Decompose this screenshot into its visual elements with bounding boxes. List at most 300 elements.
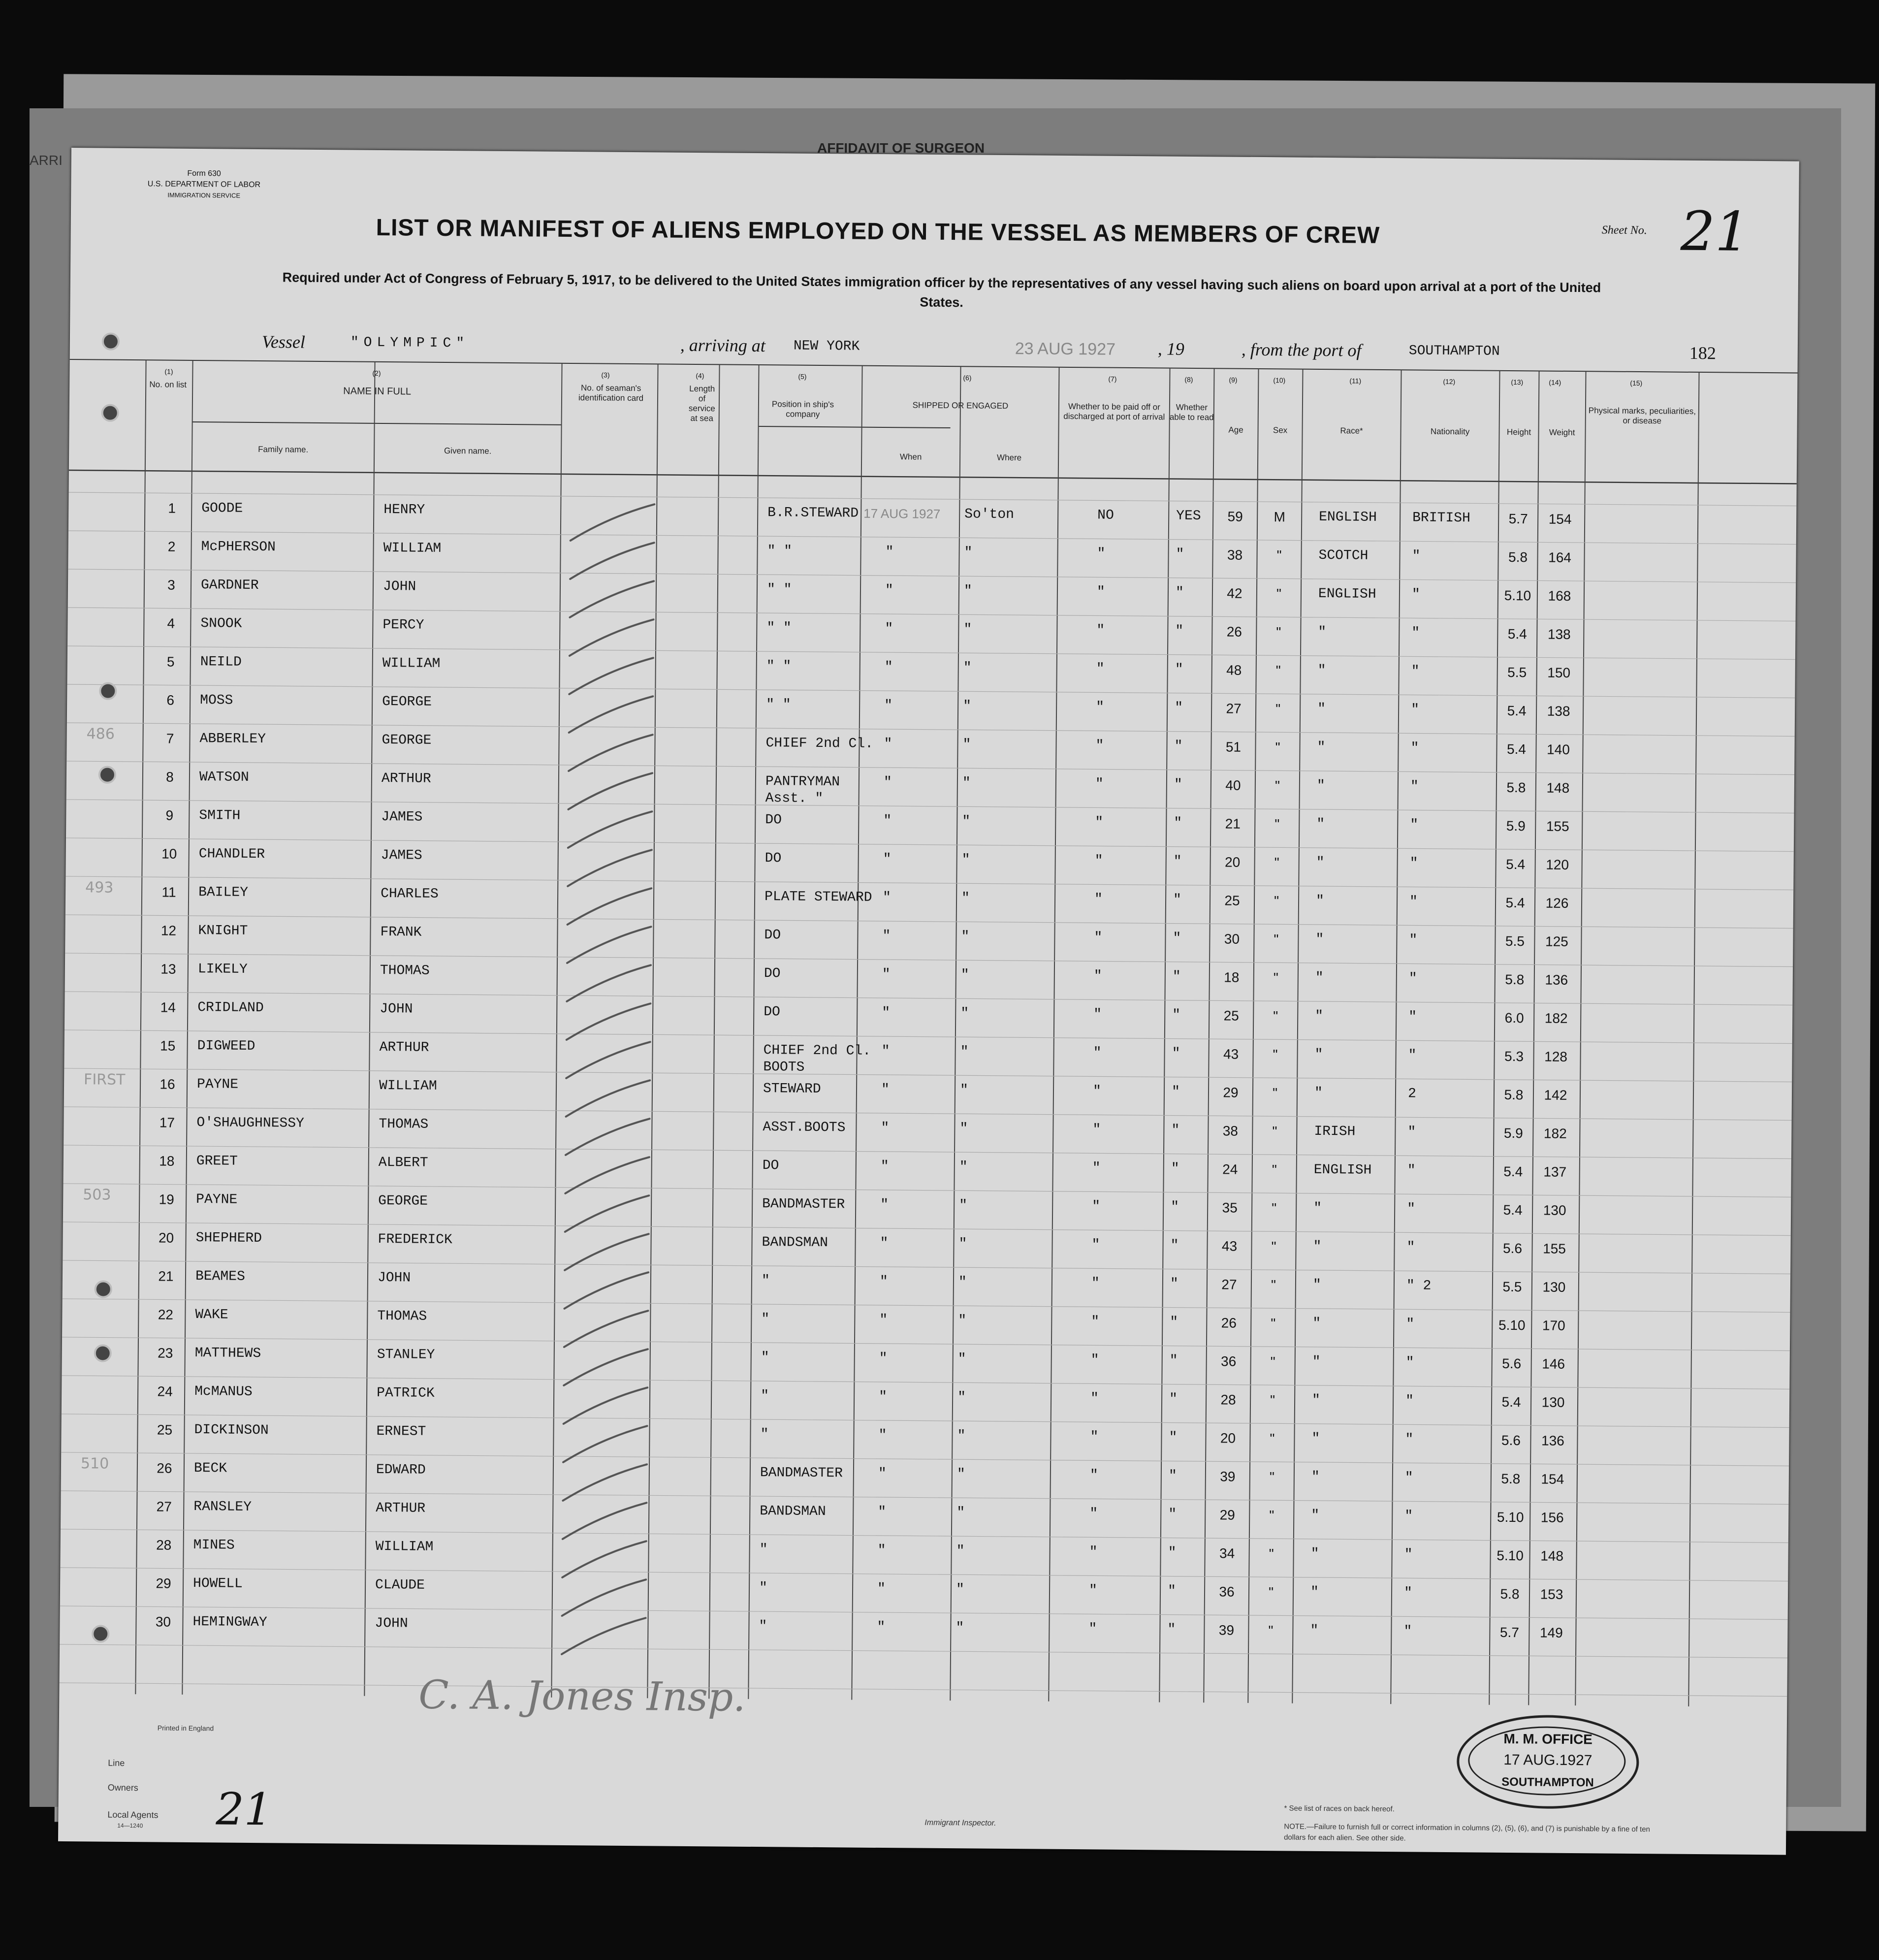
shipped-when: " — [884, 660, 893, 675]
given-name: ARTHUR — [381, 771, 431, 787]
able-to-read: " — [1172, 969, 1181, 985]
given-name: JOHN — [375, 1615, 408, 1632]
shipped-when: " — [883, 774, 892, 791]
position: STEWARD — [763, 1081, 821, 1097]
able-to-read: " — [1174, 739, 1183, 754]
family-name: DIGWEED — [197, 1038, 255, 1054]
col5-num: (5) — [798, 372, 807, 381]
family-name: WAKE — [195, 1307, 228, 1323]
given-name: GEORGE — [382, 694, 432, 710]
col5-header: Position in ship's company — [771, 399, 834, 419]
able-to-read: " — [1173, 892, 1182, 908]
nationality: " — [1410, 702, 1420, 718]
family-name: PAYNE — [196, 1077, 239, 1092]
col4-header: Length of service at sea — [688, 384, 715, 423]
shipped-where: " — [959, 1198, 968, 1214]
race: " — [1315, 970, 1324, 986]
col8-num: (8) — [1184, 375, 1193, 384]
page-subtitle: Required under Act of Congress of February 5, 1917, to be delivered to the United States immigration officer by the representatives of any vessel having such aliens on board upon arrival at a port of the United States. — [282, 270, 1601, 310]
race: " — [1314, 1085, 1323, 1101]
row-number: 29 — [156, 1575, 171, 1591]
nationality: " — [1409, 856, 1418, 871]
shipped-when: " — [880, 1235, 889, 1252]
arriving-port: NEW YORK — [793, 338, 860, 354]
nationality: " — [1403, 1585, 1412, 1601]
position: DO — [764, 851, 782, 867]
able-to-read: " — [1172, 1007, 1181, 1023]
given-name: GEORGE — [378, 1193, 428, 1209]
handwritten-page-number: 21 — [216, 1783, 273, 1836]
race: " — [1312, 1277, 1321, 1293]
height: 5.9 — [1503, 1125, 1523, 1141]
age: 39 — [1218, 1622, 1235, 1638]
age: 28 — [1220, 1392, 1236, 1408]
position: DO — [762, 1158, 779, 1174]
shipped-where: " — [957, 1428, 966, 1444]
paid-off: " — [1088, 1621, 1097, 1637]
age: 39 — [1220, 1469, 1236, 1484]
col9-num: (9) — [1229, 376, 1238, 384]
weight: 130 — [1543, 1202, 1566, 1218]
col11-num: (11) — [1349, 377, 1362, 385]
height: 5.7 — [1508, 511, 1528, 527]
able-to-read: " — [1170, 1315, 1178, 1330]
weight: 148 — [1546, 780, 1570, 796]
able-to-read: YES — [1176, 508, 1201, 524]
weight: 138 — [1547, 626, 1571, 642]
sex: " — [1274, 778, 1280, 794]
col15-header: Physical marks, peculiarities, or disease — [1588, 406, 1696, 426]
family-name: BEAMES — [195, 1269, 245, 1285]
sex: " — [1270, 1354, 1275, 1370]
age: 36 — [1219, 1584, 1235, 1600]
arrival-date-stamp: 23 AUG 1927 — [1015, 339, 1116, 359]
shipped-where: " — [957, 1351, 966, 1367]
punch-hole — [94, 1344, 112, 1362]
family-name: RANSLEY — [193, 1499, 252, 1515]
sex: " — [1274, 932, 1279, 947]
height: 5.8 — [1501, 1471, 1521, 1487]
position: DO — [764, 966, 781, 982]
sex: " — [1275, 663, 1281, 678]
shipped-when: " — [881, 1043, 890, 1060]
shipped-when: " — [882, 890, 892, 906]
shipped-where: " — [955, 1620, 964, 1636]
paid-off: " — [1089, 1544, 1098, 1560]
shipped-when: " — [882, 928, 891, 944]
form-service: IMMIGRATION SERVICE — [167, 191, 241, 199]
shipped-where: " — [963, 583, 972, 599]
position: " — [761, 1312, 770, 1327]
row-number: 14 — [160, 999, 176, 1015]
col13-header: Height — [1506, 427, 1531, 437]
given-name: WILLIAM — [375, 1539, 434, 1555]
position: " — [760, 1427, 769, 1443]
col7-num: (7) — [1108, 375, 1117, 383]
shipped-when: " — [882, 1005, 891, 1021]
paid-off: " — [1090, 1352, 1099, 1368]
age: 30 — [1224, 931, 1240, 947]
col15-num: (15) — [1630, 379, 1643, 387]
nationality: " — [1411, 587, 1420, 603]
shipped-when: " — [878, 1427, 887, 1444]
given-name: HENRY — [383, 502, 425, 518]
paid-off: " — [1096, 584, 1105, 600]
paid-off: " — [1095, 776, 1104, 792]
height: 5.8 — [1500, 1586, 1520, 1602]
penalty-note: NOTE.—Failure to furnish full or correct information in columns (2), (5), (6), and (7) is punishable by a fine of ten dollars for each alien. See other side. — [1284, 1822, 1650, 1843]
shipped-where: " — [956, 1543, 965, 1559]
age: 26 — [1221, 1315, 1237, 1331]
row-number: 20 — [158, 1230, 174, 1246]
nationality: " — [1410, 779, 1419, 795]
able-to-read: " — [1170, 1238, 1179, 1253]
position: CHIEF 2nd Cl. — [765, 736, 874, 752]
able-to-read: " — [1169, 1353, 1178, 1369]
given-name: PATRICK — [377, 1385, 435, 1401]
shipped-when: " — [878, 1504, 887, 1520]
given-name: JOHN — [377, 1270, 411, 1286]
col8-header: Whether able to read — [1169, 402, 1214, 422]
shipped-where: " — [960, 967, 969, 983]
family-name: BECK — [193, 1461, 227, 1477]
given-name: STANLEY — [377, 1347, 435, 1363]
position: ASST.BOOTS — [763, 1120, 846, 1136]
col1-num: (1) — [164, 367, 173, 376]
age: 38 — [1227, 547, 1243, 563]
nationality: " — [1409, 932, 1418, 948]
family-name: O'SHAUGHNESSY — [196, 1115, 305, 1131]
position-line2: BOOTS — [763, 1060, 805, 1075]
position: " — [759, 1619, 767, 1635]
height: 5.8 — [1504, 1087, 1524, 1103]
shipped-where: " — [962, 814, 971, 830]
position: " — [761, 1388, 769, 1404]
able-to-read: " — [1174, 777, 1182, 793]
shipped-when: " — [881, 1082, 890, 1098]
height: 5.10 — [1504, 587, 1531, 604]
footer-owners: Owners — [107, 1782, 138, 1793]
height: 5.10 — [1497, 1547, 1524, 1564]
pencil-note: 486 — [86, 725, 115, 743]
nationality: " — [1405, 1393, 1414, 1409]
family-name: HOWELL — [192, 1576, 243, 1592]
shipped-when: " — [879, 1274, 888, 1290]
row-number: 18 — [159, 1153, 175, 1169]
given-name: ARTHUR — [379, 1039, 429, 1056]
height: 5.6 — [1502, 1355, 1522, 1372]
shipped-where: " — [961, 891, 970, 906]
shipped-where: " — [960, 1044, 969, 1060]
col4-num: (4) — [696, 371, 704, 380]
position: " — [759, 1580, 767, 1596]
col2-header: NAME IN FULL — [343, 386, 412, 397]
row-number: 3 — [167, 577, 175, 593]
shipped-where: " — [956, 1467, 965, 1482]
position: B.R.STEWARD — [767, 505, 859, 521]
affidavit-heading: AFFIDAVIT OF SURGEON — [817, 140, 985, 156]
given-name: JOHN — [380, 1001, 413, 1017]
race: " — [1311, 1392, 1321, 1409]
weight: 155 — [1546, 818, 1569, 834]
shipped-where: " — [961, 852, 970, 868]
age: 43 — [1221, 1238, 1238, 1254]
shipped-where: " — [963, 622, 972, 638]
race: " — [1316, 816, 1325, 833]
row-number: 7 — [166, 731, 174, 746]
height: 6.0 — [1504, 1010, 1524, 1026]
nationality: " — [1406, 1317, 1415, 1332]
family-name: PAYNE — [196, 1192, 238, 1208]
row-number: 11 — [161, 884, 176, 900]
height: 5.4 — [1507, 703, 1527, 719]
race: " — [1316, 855, 1325, 871]
race: ENGLISH — [1319, 509, 1377, 525]
manifest-sheet — [58, 148, 1799, 1855]
col2-num: (2) — [372, 369, 381, 377]
position: BANDMASTER — [762, 1196, 845, 1213]
position: BANDMASTER — [760, 1465, 843, 1481]
weight: 150 — [1547, 665, 1571, 680]
shipped-when: " — [880, 1158, 889, 1175]
vessel-label: Vessel — [261, 332, 306, 352]
shipped-when: " — [878, 1389, 888, 1405]
pencil-note: 503 — [83, 1186, 111, 1204]
shipped-when: " — [885, 621, 893, 637]
given-name: WILLIAM — [379, 1078, 437, 1094]
sex: " — [1268, 1623, 1274, 1639]
nationality: " — [1411, 664, 1420, 679]
row-number: 28 — [156, 1537, 172, 1553]
paid-off: NO — [1097, 508, 1114, 523]
sex: " — [1273, 1008, 1278, 1024]
inspector-signature: C. A. Jones Insp. — [418, 1671, 746, 1720]
paid-off: " — [1097, 546, 1106, 562]
race: " — [1315, 932, 1324, 948]
from-port: SOUTHAMPTON — [1408, 343, 1500, 359]
race: IRISH — [1314, 1124, 1356, 1140]
age: 43 — [1223, 1046, 1239, 1062]
shipped-when: " — [879, 1350, 888, 1367]
shipped-where: So'ton — [964, 507, 1015, 523]
position: DO — [765, 812, 782, 828]
position: BANDSMAN — [760, 1504, 826, 1520]
height: 5.9 — [1506, 818, 1526, 834]
footer-agents-code: 14—1240 — [117, 1822, 143, 1830]
height: 5.4 — [1505, 895, 1525, 911]
given-name: PERCY — [382, 617, 424, 633]
given-name: JOHN — [382, 578, 416, 595]
able-to-read: " — [1175, 662, 1183, 677]
shipped-when: " — [883, 813, 892, 829]
nationality: " — [1404, 1470, 1413, 1486]
height: 5.8 — [1508, 549, 1528, 565]
row-number: 24 — [157, 1383, 173, 1399]
stamp-line2: SOUTHAMPTON — [1501, 1775, 1594, 1790]
sex: " — [1271, 1277, 1276, 1293]
paid-off: " — [1096, 700, 1105, 715]
weight: 149 — [1539, 1625, 1563, 1640]
age: 36 — [1221, 1353, 1237, 1369]
able-to-read: " — [1169, 1391, 1178, 1407]
height: 5.4 — [1503, 1163, 1523, 1180]
paid-off: " — [1092, 1084, 1101, 1099]
weight: 137 — [1543, 1164, 1567, 1180]
height: 5.10 — [1497, 1509, 1524, 1525]
nationality: " — [1409, 894, 1418, 910]
paid-off: " — [1095, 738, 1104, 754]
family-name: MINES — [193, 1538, 235, 1553]
footer-agents: Local Agents — [107, 1809, 159, 1820]
nationality: " — [1405, 1355, 1414, 1371]
paid-off: " — [1096, 661, 1105, 677]
footer-line: Line — [108, 1758, 125, 1768]
able-to-read: " — [1171, 1123, 1180, 1138]
family-name: GREET — [196, 1154, 238, 1169]
weight: 182 — [1544, 1010, 1568, 1026]
row-number: 19 — [159, 1191, 174, 1207]
age: 27 — [1226, 701, 1242, 716]
given-name: EDWARD — [376, 1462, 426, 1478]
given-name: FREDERICK — [378, 1231, 452, 1248]
pencil-note: 493 — [85, 879, 114, 897]
height: 5.6 — [1502, 1240, 1523, 1256]
height: 5.4 — [1506, 741, 1527, 757]
height: 5.4 — [1503, 1202, 1523, 1218]
row-number: 17 — [159, 1115, 175, 1130]
immigrant-inspector-label: Immigrant Inspector. — [924, 1818, 996, 1828]
given-name: THOMAS — [377, 1308, 427, 1324]
race: " — [1311, 1508, 1320, 1523]
family-name: SNOOK — [200, 616, 242, 632]
sex: " — [1269, 1546, 1274, 1562]
able-to-read: " — [1175, 623, 1184, 639]
given-name: GEORGE — [382, 732, 432, 748]
sex: " — [1274, 855, 1279, 870]
able-to-read: " — [1167, 1622, 1176, 1638]
race: " — [1311, 1469, 1320, 1485]
shipped-when: " — [877, 1619, 886, 1636]
shipped-where: " — [959, 1083, 968, 1098]
shipped-where: " — [961, 929, 970, 945]
able-to-read: " — [1171, 1084, 1180, 1100]
race: ENGLISH — [1313, 1162, 1372, 1178]
able-to-read: " — [1175, 585, 1184, 601]
shipped-where: " — [963, 660, 972, 676]
shipped-where: " — [960, 1006, 969, 1022]
race: " — [1317, 739, 1326, 756]
row-number: 12 — [160, 923, 177, 938]
col7-header: Whether to be paid off or discharged at port of arrival — [1063, 401, 1165, 422]
punch-hole — [92, 1625, 109, 1642]
col6-header: SHIPPED OR ENGAGED — [912, 400, 1009, 411]
weight: 136 — [1545, 972, 1568, 988]
height: 5.3 — [1504, 1048, 1524, 1064]
shipped-where: " — [955, 1582, 964, 1598]
punch-hole — [102, 332, 120, 350]
row-number: 21 — [158, 1268, 174, 1284]
family-name: CHANDLER — [198, 846, 265, 863]
paid-off: " — [1094, 892, 1103, 907]
sex: " — [1270, 1431, 1275, 1446]
family-name: MATTHEWS — [194, 1346, 261, 1362]
age: 26 — [1226, 624, 1242, 640]
height: 5.4 — [1507, 626, 1527, 642]
sex: M — [1274, 509, 1285, 525]
nationality: " — [1410, 817, 1419, 833]
shipped-when: " — [882, 966, 891, 983]
race: " — [1313, 1200, 1322, 1217]
able-to-read: " — [1173, 931, 1181, 946]
col6-where: Where — [996, 452, 1022, 463]
pencil-note: FIRST — [83, 1071, 126, 1089]
able-to-read: " — [1170, 1276, 1178, 1292]
age: 48 — [1226, 662, 1242, 678]
shipped-when: 17 AUG 1927 — [863, 506, 941, 521]
able-to-read: " — [1168, 1468, 1177, 1484]
shipped-when: " — [880, 1197, 889, 1213]
height: 5.4 — [1501, 1394, 1521, 1410]
paid-off: " — [1090, 1429, 1099, 1445]
able-to-read: " — [1174, 815, 1182, 831]
height: 5.5 — [1505, 933, 1525, 949]
row-number: 4 — [167, 615, 175, 631]
shipped-when: " — [877, 1542, 886, 1559]
weight: 170 — [1542, 1317, 1565, 1333]
height: 5.5 — [1507, 664, 1527, 680]
row-number: 26 — [157, 1460, 172, 1476]
nationality: " — [1403, 1624, 1412, 1639]
weight: 126 — [1545, 895, 1569, 911]
col9-header: Age — [1228, 425, 1243, 435]
able-to-read: " — [1168, 1507, 1177, 1522]
sex: " — [1276, 547, 1282, 563]
shipped-when: " — [877, 1581, 886, 1597]
family-name: CRIDLAND — [197, 1000, 264, 1016]
stamp-date: 17 AUG.1927 — [1503, 1751, 1592, 1769]
paid-off: " — [1096, 623, 1105, 639]
age: 35 — [1222, 1200, 1238, 1216]
position: DO — [764, 928, 781, 943]
paid-off: " — [1091, 1237, 1100, 1253]
able-to-read: " — [1172, 1046, 1180, 1061]
punch-hole — [98, 766, 116, 783]
position: " — [761, 1350, 769, 1366]
race: " — [1315, 1008, 1324, 1025]
race: " — [1312, 1354, 1321, 1370]
race: " — [1317, 701, 1326, 717]
shipped-when: " — [884, 698, 893, 714]
shipped-when: " — [883, 851, 892, 868]
race: " — [1310, 1584, 1319, 1600]
pencil-note: 510 — [80, 1455, 109, 1473]
weight: 138 — [1547, 703, 1570, 719]
paid-off: " — [1094, 853, 1103, 869]
row-number: 25 — [157, 1422, 173, 1438]
form-dept: U.S. DEPARTMENT OF LABOR — [147, 180, 261, 190]
row-number: 2 — [167, 539, 176, 554]
shipped-when: " — [884, 737, 892, 752]
position: DO — [764, 1004, 780, 1020]
col3-header: No. of seaman's identification card — [578, 383, 644, 403]
col13-num: (13) — [1511, 378, 1524, 386]
age: 20 — [1224, 854, 1241, 870]
col14-num: (14) — [1549, 378, 1561, 386]
position: " " — [767, 544, 793, 559]
from-label: , from the port of — [1241, 339, 1362, 360]
shipped-when: " — [885, 545, 894, 560]
weight: 154 — [1541, 1471, 1564, 1487]
